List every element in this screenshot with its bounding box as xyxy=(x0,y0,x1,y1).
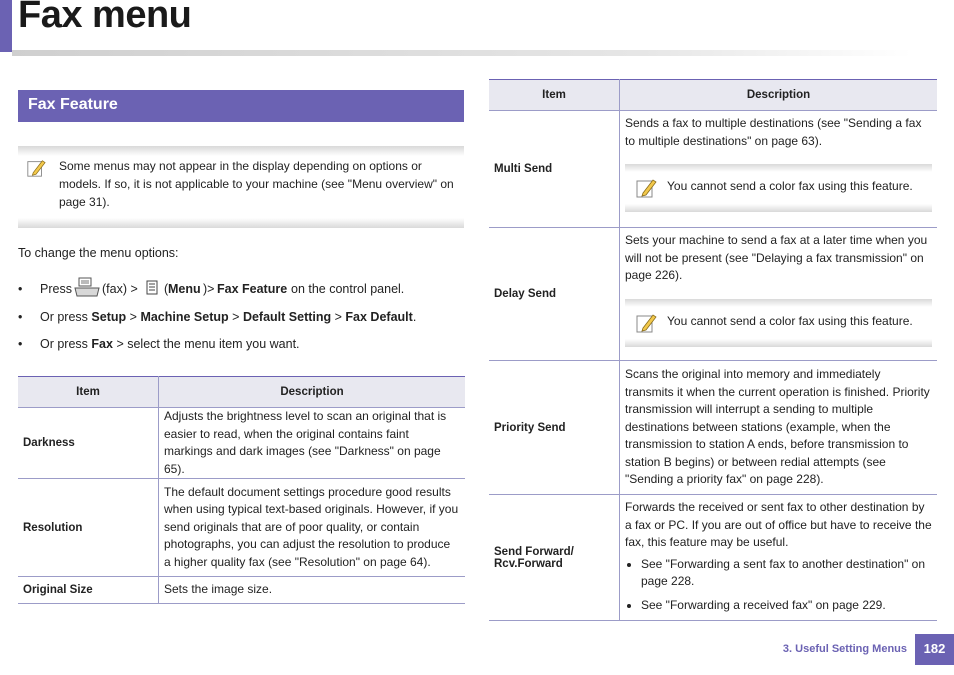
row-item: Resolution xyxy=(18,479,159,577)
page-number: 182 xyxy=(915,634,954,665)
page-title: Fax menu xyxy=(18,0,192,36)
bullet-text xyxy=(40,337,300,351)
title-accent-bar xyxy=(0,0,12,52)
column-header-description: Description xyxy=(620,80,938,111)
row-description: The default document settings procedure good results when using typical text-based originals. However, if you send originals that are of poor quality, or contain photographs, you can adjust the resolution to produce a higher quality fax (see "Resolution" on page 64). xyxy=(159,479,466,577)
table-header-row xyxy=(489,80,937,111)
note-box xyxy=(18,146,464,228)
row-item: Delay Send xyxy=(489,228,620,361)
separator: > xyxy=(334,310,342,324)
bullet-lead: Or press xyxy=(40,337,88,351)
table-row xyxy=(18,577,465,604)
bullet-lead: Or press xyxy=(40,310,88,324)
bullet-text xyxy=(40,310,416,324)
menu-label: Menu xyxy=(168,282,201,296)
left-settings-table xyxy=(18,376,465,604)
bullet-symbol: • xyxy=(18,337,23,351)
fax-feature-label: Fax Feature xyxy=(217,282,288,296)
row-description: Scans the original into memory and immediately transmits it when the current operation is finished. Priority transmission will interrupt a sending to multiple destinations between stations (example, when the transmission to station A ends, before transmission to station B begins) or between redial attempts (see "Sending a priority fax" on page 228). xyxy=(620,361,938,495)
row-description: Sets the image size. xyxy=(159,577,466,604)
fax-label: Fax xyxy=(91,337,113,351)
bullet-tail: > select the menu item you want. xyxy=(116,337,300,351)
note-box xyxy=(625,164,932,212)
separator: > xyxy=(232,310,240,324)
table-row xyxy=(18,479,465,577)
bullet-text: (fax) > xyxy=(102,282,138,296)
column-header-item: Item xyxy=(489,80,620,111)
sub-bullet-list xyxy=(625,556,932,615)
row-description xyxy=(620,111,938,228)
table-row xyxy=(489,111,937,228)
note-text: Some menus may not appear in the display depending on options or models. If so, it is not applicable to your machine (see "Menu overview" on page 31). xyxy=(59,159,454,209)
note-text: You cannot send a color fax using this feature. xyxy=(667,179,913,193)
setup-label: Setup xyxy=(91,310,127,324)
row-item: Multi Send xyxy=(489,111,620,228)
note-box xyxy=(625,299,932,347)
bullet-text: on the control panel. xyxy=(291,282,405,296)
table-row xyxy=(18,408,465,479)
bullet-text: Press xyxy=(40,282,72,296)
separator: > xyxy=(129,310,137,324)
row-item: Priority Send xyxy=(489,361,620,495)
column-header-item: Item xyxy=(18,377,159,408)
default-setting-label: Default Setting xyxy=(242,310,332,324)
bullet-text: )> xyxy=(203,282,215,296)
description-text: Sets your machine to send a fax at a later time when you will not be present (see "Delaying a fax transmission" on page 226). xyxy=(625,233,928,282)
list-item: • See "Forwarding a sent fax to another destination" on page 228. xyxy=(641,556,932,591)
row-item: Send Forward/ Rcv.Forward xyxy=(489,495,620,621)
machine-setup-label: Machine Setup xyxy=(140,310,229,324)
table-row xyxy=(489,361,937,495)
note-pencil-icon xyxy=(635,312,657,334)
intro-text: To change the menu options: xyxy=(18,246,179,260)
table-row xyxy=(489,228,937,361)
bullet-symbol: • xyxy=(18,310,23,324)
note-pencil-icon xyxy=(26,158,46,178)
chapter-label: 3. Useful Setting Menus xyxy=(782,643,907,655)
row-description xyxy=(620,228,938,361)
bullet-symbol: • xyxy=(18,282,23,296)
fax-default-label: Fax Default xyxy=(345,310,413,324)
row-description: Adjusts the brightness level to scan an original that is easier to read, when the original contains faint markings and dark images (see "Darkness" on page 65). xyxy=(159,408,466,479)
description-text: Sends a fax to multiple destinations (see "Sending a fax to multiple destinations" on page 63). xyxy=(625,116,922,148)
row-item: Darkness xyxy=(18,408,159,479)
bullet-text: ( xyxy=(164,282,169,296)
bullet-item xyxy=(18,282,458,304)
row-item: Original Size xyxy=(18,577,159,604)
fax-icon xyxy=(73,276,101,298)
row-description xyxy=(620,495,938,621)
note-text: You cannot send a color fax using this feature. xyxy=(667,313,913,328)
right-settings-table xyxy=(489,79,937,621)
table-row xyxy=(489,495,937,621)
list-item: • See "Forwarding a received fax" on page 229. xyxy=(641,597,932,615)
period: . xyxy=(412,310,417,324)
menu-icon xyxy=(145,280,159,296)
section-title: Fax Feature xyxy=(18,90,464,122)
column-header-description: Description xyxy=(159,377,466,408)
table-header-row xyxy=(18,377,465,408)
note-pencil-icon xyxy=(635,177,657,199)
description-text: Forwards the received or sent fax to other destination by a fax or PC. If you are out of office but have to receive the fax, this feature may be useful. xyxy=(625,500,932,549)
title-divider xyxy=(12,50,912,56)
